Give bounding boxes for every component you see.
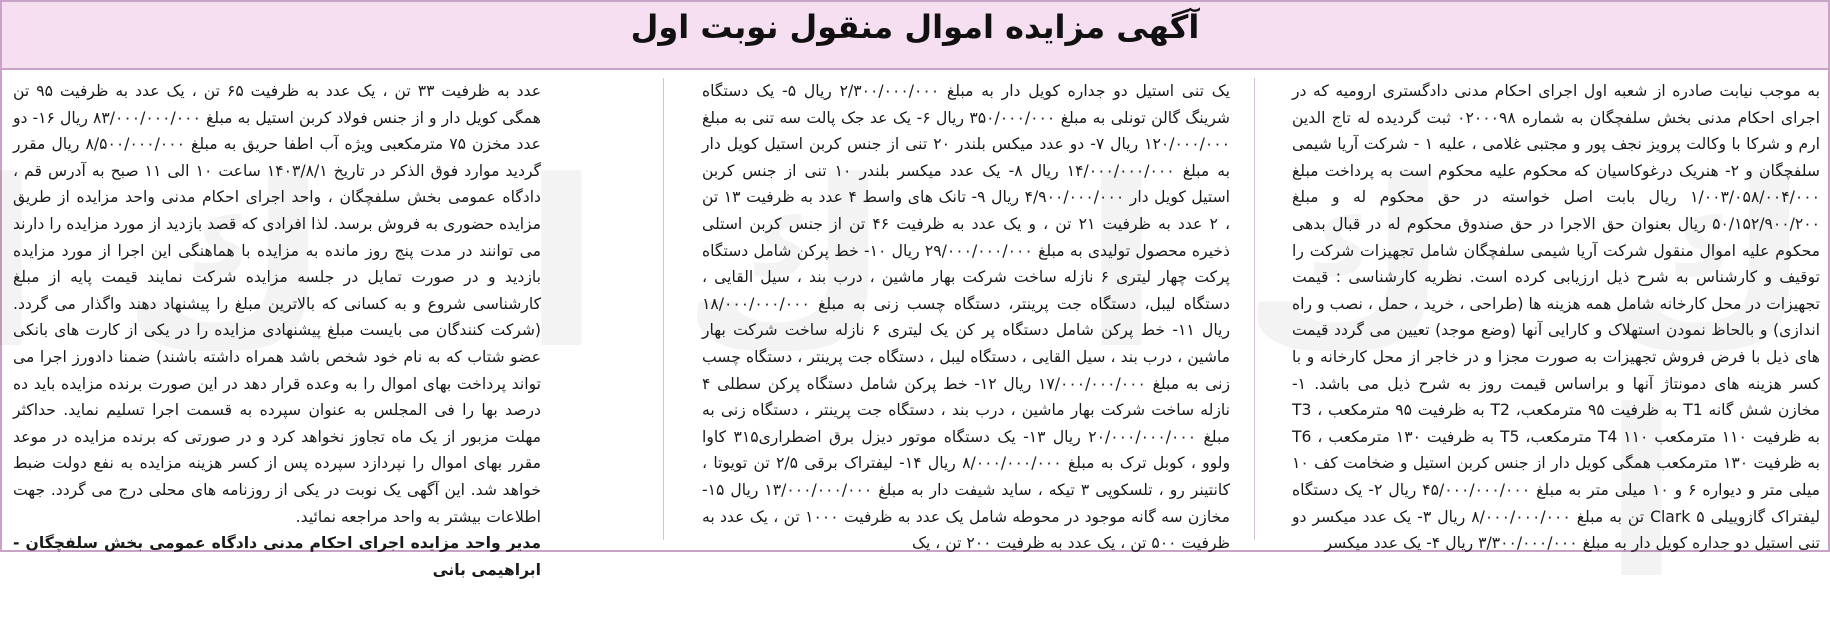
notice-text-left: عدد به ظرفیت ۳۳ تن ، یک عدد به ظرفیت ۶۵ تن ، یک عدد به ظرفیت ۹۵ تن همگی کویل دار و از جنس فولاد کربن استیل به مبلغ ۸۳/۰۰۰/۰۰۰/۰۰۰ ریال ۱۶- دو عدد مخزن ۷۵ مترمکعبی ویژه آب اطفا حریق به مبلغ ۸/۵۰۰/۰۰۰/۰۰۰ ریال مقرر گردید موارد فوق الذکر در تاریخ ۱۴۰۳/۸/۱ ساعت ۱۰ الی ۱۱ صبح به آدرس قم ، دادگاه عمومی بخش سلفچگان ، واحد اجرای احکام مدنی واحد مزایده از طریق مزایده حضوری به فروش برسد. لذا افرادی که قصد بازدید از مورد مزایده را دارند می توانند در مدت پنج روز مانده به مزایده با هماهنگی این اجرا از مورد مزایده بازدید و در صورت تمایل در جلسه مزایده شرکت نمایند قیمت پایه از مبلغ کارشناسی شروع و به کسانی که بالاترین مبلغ را پیشنهاد دهند واگذار می گردد. (شرکت کنندگان می بایست مبلغ پیشنهادی مزایده را در یکی از کارت های بانکی عضو شتاب که به نام خود شخص باشد همراه داشته باشند) ضمنا دادورز اجرا می تواند پرداخت بهای اموال را به وعده قرار دهد در این صورت برنده مزایده باید ده درصد بها را فی المجلس به عنوان سپرده به قسمت اجرا تسلیم نماید. حداکثر مهلت مزبور از یک ماه تجاوز نخواهد کرد و در صورتی که برنده مزایده در موعد مقرر بهای اموال را نپردازد سپرده پس از کسر هزینه مزایده به نفع دولت ضبط خواهد شد. این آگهی یک نوبت در یکی از روزنامه های محلی درج می گردد. جهت اطلاعات بیشتر به واحد مراجعه نمائید.	[13, 82, 541, 526]
notice-title: آگهی مزایده اموال منقول نوبت اول	[630, 8, 1200, 46]
notice-header	[2, 2, 1828, 70]
column-divider	[663, 78, 664, 540]
column-divider	[1254, 78, 1255, 540]
column-right	[1292, 78, 1821, 553]
column-middle	[702, 78, 1231, 553]
column-left	[13, 78, 541, 579]
notice-text-right: به موجب نیابت صادره از شعبه اول اجرای احکام مدنی دادگستری ارومیه که در اجرای احکام مدنی بخش سلفچگان به شماره ۰۲۰۰۰۹۸ ثبت گردیده له تاج الدین ارم و شرکا با وکالت پرویز نجف پور و مجتبی غلامی ، علیه ۱ - شرکت آریا شیمی سلفچگان و ۲- هنریک درغوکاسیان که محکوم علیه محکوم است به پرداخت مبلغ ۱/۰۰۳/۰۵۸/۰۰۴/۰۰۰ ریال بابت اصل خواسته در حق محکوم له و مبلغ ۵۰/۱۵۲/۹۰۰/۲۰۰ ریال بعنوان حق الاجرا در حق صندوق محکوم له در قبال بدهی محکوم علیه اموال منقول شرکت آریا شیمی سلفچگان شامل تجهیزات شرکت را توقیف و کارشناس به شرح ذیل ارزیابی کرده است. نظریه کارشناسی : قیمت تجهیزات در محل کارخانه شامل همه هزینه ها (طراحی ، خرید ، حمل ، نصب و راه اندازی) و بالحاظ نمودن استهلاک و کارایی آنها (وضع موجد) تعیین می گردد قیمت های ذیل با فرض فروش تجهیزات به صورت مجزا و در خاجر از محل کارخانه و با کسر هزینه های دمونتاژ آنها و براساس قیمت روز به شرح ذیل می باشد. ۱- مخازن شش گانه T1 به ظرفیت ۹۵ مترمکعب، T2 به ظرفیت ۹۵ مترمکعب ، T3 به ظرفیت ۱۱۰ مترمکعب T4 ۱۱۰ مترمکعب، T5 به ظرفیت ۱۳۰ مترمکعب ، T6 به ظرفیت ۱۳۰ مترمکعب همگی کویل دار از جنس کربن استیل و ضخامت کف ۱۰ میلی متر و دیواره ۶ و ۱۰ میلی متر به مبلغ ۴۵/۰۰۰/۰۰۰/۰۰۰ ریال ۲- یک دستگاه لیفتراک گازوییلی Clark ۵ تن به مبلغ ۸/۰۰۰/۰۰۰/۰۰۰ ریال ۳- یک عدد میکسر دو تنی استیل دو جداره کویل دار به مبلغ ۳/۳۰۰/۰۰۰/۰۰۰ ریال ۴- یک عدد میکسر	[1292, 82, 1821, 553]
signature: مدیر واحد مزایده اجرای احکام مدنی دادگاه عمومی بخش سلفچگان - ابراهیمی بانی	[13, 534, 541, 579]
notice-text-middle: یک تنی استیل دو جداره کویل دار به مبلغ ۲/۳۰۰/۰۰۰/۰۰۰ ریال ۵- یک دستگاه شرینگ گالن تونلی به مبلغ ۳۵۰/۰۰۰/۰۰۰ ریال ۶- یک عد جک پالت سه تنی به مبلغ ۱۲۰/۰۰۰/۰۰۰ ریال ۷- دو عدد میکس بلندر ۲۰ تنی از جنس کربن استیل کویل دار به مبلغ ۱۴/۰۰۰/۰۰۰/۰۰۰ ریال ۸- یک عدد میکسر بلندر ۱۰ تنی از جنس کربن استیل کویل دار ۴/۹۰۰/۰۰۰/۰۰۰ ریال ۹- تانک های واسط ۴ عدد به ظرفیت ۱۳ تن ، ۲ عدد به ظرفیت ۲۱ تن ، و یک عدد به ظرفیت ۴۶ تن از جنس کربن استلی ذخیره محصول تولیدی به مبلغ ۲۹/۰۰۰/۰۰۰/۰۰۰ ریال ۱۰- خط پرکن شامل دستگاه پرکت چهار لیتری ۶ نازله ساخت شرکت بهار ماشین ، درب بند ، سیل القایی ، دستگاه لیبل، دستگاه جت پرینتر، دستگاه چسب زنی به مبلغ ۱۸/۰۰۰/۰۰۰/۰۰۰ ریال ۱۱- خط پرکن شامل دستگاه پر کن یک لیتری ۶ نازله ساخت شرکت بهار ماشین ، درب بند ، سیل القایی ، دستگاه لیبل ، دستگاه جت پرینتر ، دستگاه چسب زنی به مبلغ ۱۷/۰۰۰/۰۰۰/۰۰۰ ریال ۱۲- خط پرکن شامل دستگاه پرکن سطلی ۴ نازله ساخت شرکت بهار ماشین ، درب بند ، دستگاه جت پرینتر ، دستگاه زنی به مبلغ ۲۰/۰۰۰/۰۰۰/۰۰۰ ریال ۱۳- یک دستگاه موتور دیزل برق اضطراری۳۱۵ کاوا ولوو ، کوبل ترک به مبلغ ۸/۰۰۰/۰۰۰/۰۰۰ ریال ۱۴- لیفتراک برقی ۲/۵ تن تویوتا ، کانتینر رو ، تلسکوپی ۳ تیکه ، ساید شیفت دار به مبلغ ۱۳/۰۰۰/۰۰۰/۰۰۰ ریال ۱۵- مخازن سه گانه موجود در محوطه شامل یک عدد به ظرفیت ۱۰۰۰ تن ، یک عدد به ظرفیت ۵۰۰ تن ، یک عدد به ظرفیت ۲۰۰ تن ، یک	[702, 82, 1231, 553]
